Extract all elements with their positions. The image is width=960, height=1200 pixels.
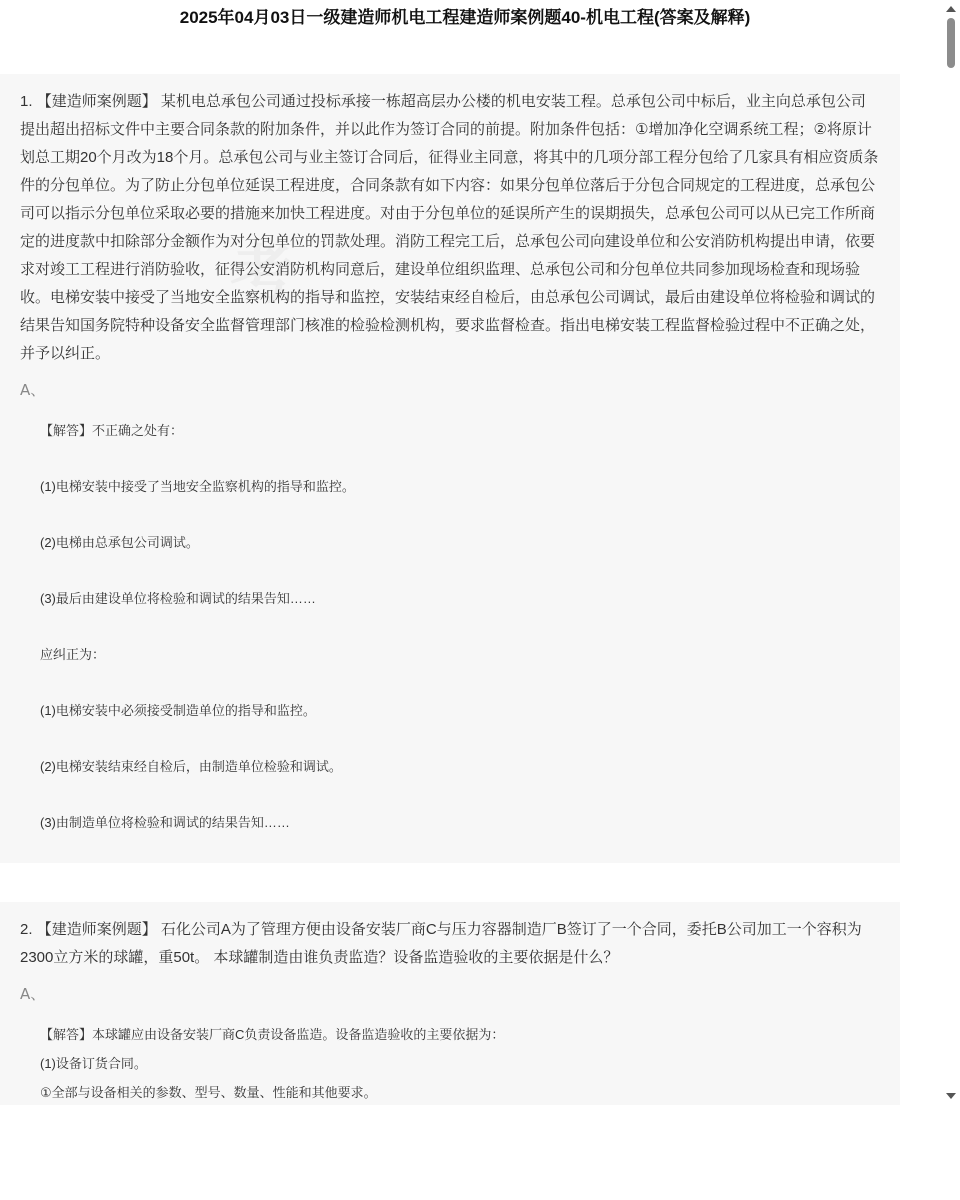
answer-line: (2)电梯由总承包公司调试。 [40,535,199,550]
answer-line: (3)由制造单位将检验和调试的结果告知…… [40,815,290,830]
vertical-scrollbar[interactable] [943,0,960,1105]
answer-line: 【解答】不正确之处有： [40,423,184,438]
question-card-1 [0,74,900,863]
scroll-down-arrow-icon[interactable] [946,1093,956,1099]
option-label[interactable]: A、 [20,381,46,399]
answer-block [20,1026,880,1102]
question-body: 【建造师案例题】 石化公司A为了管理方便由设备安装厂商C与压力容器制造厂B签订了一个合同，委托B公司加工一个容积为2300立方米的球罐，重50t。 本球罐制造由谁负责监造？设备监造验收的主要依据是什么？ [20,921,862,966]
answer-block [20,422,880,832]
question-card-2 [0,902,900,1105]
question-number: 2. [20,921,33,938]
answer-line: (1)电梯安装中接受了当地安全监察机构的指导和监控。 [40,479,355,494]
scrollbar-thumb[interactable] [947,18,955,68]
option-label[interactable]: A、 [20,985,46,1003]
question-text [20,88,880,368]
answer-line: (1)电梯安装中必须接受制造单位的指导和监控。 [40,703,316,718]
answer-line: (3)最后由建设单位将检验和调试的结果告知…… [40,591,316,606]
answer-line: 应纠正为： [40,647,106,662]
question-text [20,916,880,972]
answer-line: 【解答】本球罐应由设备安装厂商C负责设备监造。设备监造验收的主要依据为： [40,1027,505,1042]
scroll-up-arrow-icon[interactable] [946,6,956,12]
question-number: 1. [20,93,33,110]
question-body: 【建造师案例题】 某机电总承包公司通过投标承接一栋超高层办公楼的机电安装工程。总承包公司中标后，业主向总承包公司提出超出招标文件中主要合同条款的附加条件，并以此作为签订合同的前提。附加条件包括：①增加净化空调系统工程；②将原计划总工期20个月改为18个月。总承包公司与业主签订合同后，征得业主同意，将其中的几项分部工程分包给了几家具有相应资质条件的分包单位。为了防止分包单位延误工程进度，合同条款有如下内容：如果分包单位落后于分包合同规定的工程进度，总承包公司可以指示分包单位采取必要的措施来加快工程进度。对由于分包单位的延误所产生的误期损失，总承包公司可以从已完工作所商定的进度款中扣除部分金额作为对分包单位的罚款处理。消防工程完工后，总承包公司向建设单位和公安消防机构提出申请，依要求对竣工工程进行消防验收，征得公安消防机构同意后，建设单位组织监理、总承包公司和分包单位共同参加现场检查和现场验收。电梯安装中接受了当地安全监察机构的指导和监控，安装结束经自检后，由总承包公司调试，最后由建设单位将检验和调试的结果告知国务院特种设备安全监督管理部门核准的检验检测机构，要求监督检查。指出电梯安装工程监督检验过程中不正确之处，并予以纠正。 [20,93,879,362]
page-title: 2025年04月03日一级建造师机电工程建造师案例题40-机电工程(答案及解释) [179,8,751,27]
answer-line: (1)设备订货合同。 [40,1056,147,1071]
answer-line: ①全部与设备相关的参数、型号、数量、性能和其他要求。 [40,1085,377,1100]
answer-line: (2)电梯安装结束经自检后，由制造单位检验和调试。 [40,759,342,774]
